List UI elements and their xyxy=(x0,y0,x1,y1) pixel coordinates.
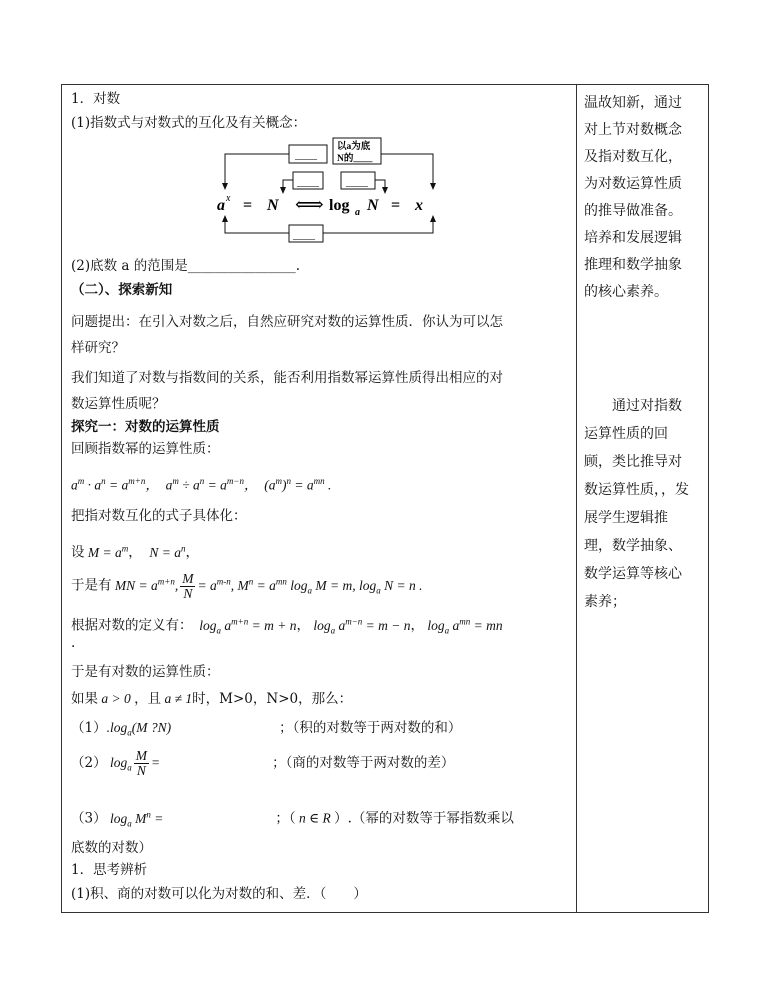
question-line-4: 数运算性质呢？ xyxy=(71,396,166,412)
think-title: 1．思考辨析 xyxy=(71,862,148,878)
m-over-n-fraction: $\frac{M}{N}$ xyxy=(182,570,194,601)
formula-n-2: N xyxy=(367,197,379,214)
property-3-note-2: ）.（幂的对数等于幂指数乘以 xyxy=(334,810,514,827)
side-note-2-line-5: 展学生逻辑推 xyxy=(584,510,668,526)
middle-right-blank: ____ xyxy=(346,176,368,188)
formula-exponent-x: x xyxy=(226,193,231,204)
side-note-2-line-8: 素养； xyxy=(584,594,626,610)
formula-eq-2: = xyxy=(391,197,401,214)
property-1-note: ；（积的对数等于两对数的和） xyxy=(279,720,462,736)
side-note-1-line-1: 温故知新，通过 xyxy=(584,95,682,111)
formula-log: log xyxy=(329,197,350,214)
column-divider xyxy=(576,85,577,912)
side-note-1-line-7: 推理和数学抽象 xyxy=(584,257,682,273)
let-m-n-line: 设 $M = a^m$， $N = a^n$， xyxy=(71,543,200,561)
side-note-2-line-6: 理，数学抽象、 xyxy=(584,538,682,554)
section-title-logarithm: 1．对数 xyxy=(71,91,121,107)
recall-exponent-rules: 回顾指数幂的运算性质： xyxy=(71,441,220,457)
think-item-1: (1)积、商的对数可以化为对数的和、差．（ ） xyxy=(71,886,367,902)
formula-x: x xyxy=(415,197,423,214)
note-line-1: 以a为底 xyxy=(337,142,371,152)
side-note-1-line-4: 为对数运算性质 xyxy=(584,176,682,192)
property-3-label: （3） xyxy=(71,810,107,827)
side-note-1-line-8: 的核心素养。 xyxy=(584,284,668,300)
side-note-2-line-1: 通过对指数 xyxy=(584,398,682,414)
concretize-text: 把指对数互化的式子具体化： xyxy=(71,508,247,524)
by-definition-line: 根据对数的定义有： $\log_a a^{m+n} = m + n$， $\log_a a^{m-n} = m - n$， $\log_a a^{mn}$ = mn xyxy=(71,616,503,636)
formula-eq-1: = xyxy=(243,197,253,214)
formula-log-base: a xyxy=(355,207,360,218)
side-note-2-line-7: 数学运算等核心 xyxy=(584,566,682,582)
property-1-line: $(1).\log_a(M$ ?N) ；（积的对数等于两对数的和） xyxy=(71,720,462,738)
exploration-one-title: 探究一：对数的运算性质 xyxy=(71,419,220,435)
property-1-label: （1） xyxy=(71,720,107,736)
top-left-blank: ____ xyxy=(295,149,317,161)
condition-mid: ，且 xyxy=(134,691,162,707)
lesson-table xyxy=(61,84,709,913)
property-2-label: （2） xyxy=(71,755,107,771)
section-title-explore: （二）、探索新知 xyxy=(71,282,173,298)
property-2-fraction: $\frac{M}{N}$ xyxy=(135,748,147,778)
property-2-note: ；（商的对数等于两对数的差） xyxy=(272,755,455,771)
side-note-2-line-2: 运算性质的回 xyxy=(584,426,668,442)
side-note-1-line-2: 对上节对数概念 xyxy=(584,122,682,138)
property-2-line: （2） $\log_a$ $\frac{M}{N}$ = ；（商的对数等于两对数的差） xyxy=(71,748,455,778)
question-line-3: 我们知道了对数与指数间的关系，能否利用指数幂运算性质得出相应的对 xyxy=(71,370,503,386)
note-line-2: N的____ xyxy=(337,154,373,164)
side-note-1-line-6: 培养和发展逻辑 xyxy=(584,230,682,246)
formula-equivalence-arrow: ⟺ xyxy=(295,194,324,216)
let-label: 设 xyxy=(71,544,85,561)
condition-line: 如果 a > 0 ，且 a ≠ 1时，M>0，N>0，那么： xyxy=(71,691,353,707)
side-note-1-line-5: 的推导做准备。 xyxy=(584,203,682,219)
question-line-2: 样研究？ xyxy=(71,340,125,356)
so-label: 于是有 xyxy=(71,577,112,594)
side-note-1-line-3: 及指对数互化， xyxy=(584,149,682,165)
so-have-line: 于是有 MN = $a^{m+n}$, $\frac{M}{N}$ = $a^{m-n}$, $M^n = a^{mn}$ $\log_a M = m$, $\log_a N = n$ . xyxy=(71,570,423,601)
log-props-intro: 于是有对数的运算性质： xyxy=(71,664,220,680)
property-3-note: ；（ xyxy=(275,810,296,827)
condition-suffix: 时，M>0，N>0，那么： xyxy=(192,691,353,707)
condition-prefix: 如果 xyxy=(71,691,98,707)
paragraph-exp-log-conversion: (1)指数式与对数式的互化及有关概念： xyxy=(71,115,307,131)
exp-log-diagram xyxy=(211,137,451,247)
side-note-2-line-4: 数运算性质，，发 xyxy=(584,482,689,498)
question-line-1: 问题提出：在引入对数之后，自然应研究对数的运算性质．你认为可以怎 xyxy=(71,314,503,330)
property-3-line: （3） $\log_a M^n$ = ；（ n ∈ R ）.（幂的对数等于幂指数乘以 xyxy=(71,809,514,829)
side-note-2-line-3: 顾，类比推导对 xyxy=(584,454,682,470)
formula-n-1: N xyxy=(267,197,279,214)
bottom-blank: ____ xyxy=(293,229,315,241)
formula-a: a xyxy=(217,197,225,214)
property-3-continuation: 底数的对数） xyxy=(71,840,152,856)
trailing-period: . xyxy=(71,635,76,651)
by-definition-label: 根据对数的定义有： xyxy=(71,617,193,634)
paragraph-base-range: (2)底数 a 的范围是________________. xyxy=(71,258,301,274)
exponent-rules-formula: $a^m \cdot a^n = a^{m+n}$， $a^m \div a^n = a^{m-n}$， $(a^m)^n = a^{mn}$ . xyxy=(71,476,332,493)
middle-left-blank: ____ xyxy=(297,176,319,188)
